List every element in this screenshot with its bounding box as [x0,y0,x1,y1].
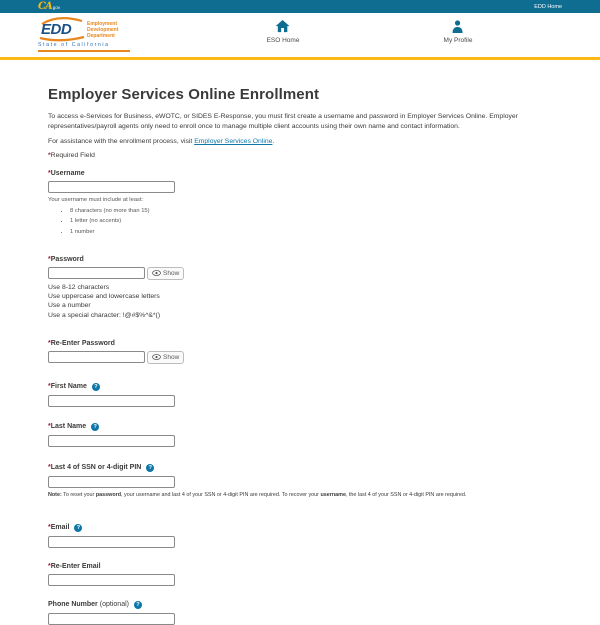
site-header [0,13,600,57]
password-rules [48,283,556,320]
edd-department-text: Employment Development Department [87,20,119,39]
phone-help-icon[interactable]: ? [134,601,142,609]
ca-gov-logo-script: CA [38,0,52,12]
assistance-paragraph [48,138,556,145]
nav-my-profile[interactable] [444,19,473,44]
nav-eso-home[interactable] [267,19,300,44]
username-req-item: • 1 number [70,229,556,235]
reenter-password-show-button[interactable]: Show [147,351,184,364]
reenter-password-label: * Re-Enter Password [48,339,115,347]
home-icon [276,19,290,33]
last-name-input[interactable] [48,435,175,447]
first-name-group [48,383,556,407]
last-name-group [48,423,556,447]
ssn-note: Note: To reset your password, your username and last 4 of your SSN or 4-digit PIN are required. To recover your username, the last 4 of your SSN or 4-digit PIN are required. [48,491,467,498]
phone-group [48,601,556,625]
person-icon [452,19,464,33]
email-input[interactable] [48,536,175,548]
edd-home-link[interactable]: EDD Home [534,3,562,10]
last-name-label: * Last Name ? [48,423,556,431]
main-content [0,60,600,625]
phone-label: Phone Number (optional) ? [48,601,556,609]
intro-paragraph: To access e-Services for Business, eWOTC, or SIDES E-Response, you must first create a username and password in Employer Services Online. Employer representatives/payroll agents only need to enroll once to manage multiple client accounts using their own name and contact information. [48,113,518,130]
username-req-item: • 1 letter (no accents) [70,218,556,224]
ssn-group [48,464,556,499]
password-show-button[interactable]: Show [147,267,184,280]
username-hint: Your username must include at least: [48,197,144,204]
required-field-note: *Required Field [48,152,95,160]
nav-my-profile-label: My Profile [443,37,473,44]
username-label: * Username [48,170,85,178]
last-name-help-icon[interactable]: ? [91,423,99,431]
password-label: * Password [48,255,84,263]
assist-suffix: . [272,138,275,146]
first-name-input[interactable] [48,395,175,407]
password-input[interactable] [48,267,145,279]
edd-logo-mark [38,17,86,41]
edd-state-of-california: State of California [38,42,130,52]
password-rule: Use a special character: !@#$%^&*() [48,311,161,319]
username-requirements-list [70,208,556,235]
ca-gov-logo[interactable] [38,2,60,12]
reenter-email-label: * Re-Enter Email [48,562,101,570]
password-rule: Use uppercase and lowercase letters [48,292,160,300]
phone-optional-text: (optional) [99,601,129,609]
password-group [48,256,556,320]
email-label: * Email ? [48,524,556,532]
required-asterisk: * [48,152,51,160]
eye-icon [152,354,161,360]
ssn-help-icon[interactable]: ? [146,464,154,472]
password-rule: Use a number [48,302,91,310]
username-input[interactable] [48,181,175,193]
password-rule: Use 8-12 characters [48,283,110,291]
employer-services-online-link[interactable]: Employer Services Online [194,138,273,146]
ssn-label: * Last 4 of SSN or 4-digit PIN ? [48,464,556,472]
username-group [48,170,556,235]
page-title: Employer Services Online Enrollment [48,86,320,103]
phone-input[interactable] [48,613,175,625]
top-utility-bar [0,0,600,13]
eye-icon [152,270,161,276]
assist-prefix: For assistance with the enrollment process, visit [48,138,195,146]
reenter-password-group [48,340,556,364]
username-req-item: • 8 characters (no more than 15) [70,208,556,214]
nav-eso-home-label: ESO Home [266,37,300,44]
ssn-input[interactable] [48,476,175,488]
reenter-email-group [48,563,556,586]
email-group [48,524,556,548]
first-name-help-icon[interactable]: ? [92,383,100,391]
reenter-password-input[interactable] [48,351,145,363]
edd-logo-text: EDD [41,21,72,38]
first-name-label: * First Name ? [48,383,556,391]
edd-logo[interactable] [38,17,130,52]
email-help-icon[interactable]: ? [74,524,82,532]
ca-gov-logo-gov: gov [52,5,60,10]
reenter-email-input[interactable] [48,574,175,586]
